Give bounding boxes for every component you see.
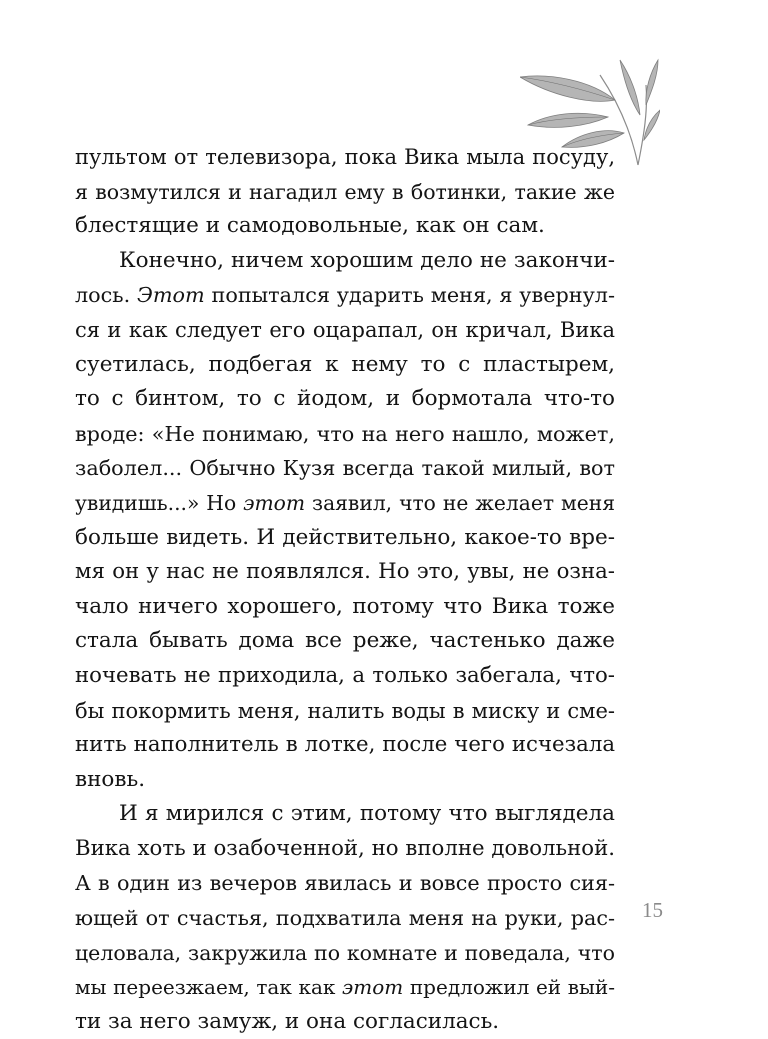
text-segment: чало ничего хорошего, потому что Вика тоже — [75, 593, 615, 619]
text-line — [75, 901, 615, 936]
text-segment: увидишь...» Но — [75, 490, 244, 515]
text-line — [75, 313, 615, 348]
text-segment: блестящие и самодовольные, как он сам. — [75, 213, 545, 239]
text-segment: ся и как следует его оцарапал, он кричал, Вика — [75, 317, 615, 342]
text-line — [75, 140, 615, 175]
text-line — [75, 348, 615, 383]
text-line — [75, 763, 615, 798]
text-line — [75, 728, 615, 763]
text-segment: заболел... Обычно Кузя всегда такой милый, вот — [75, 456, 615, 481]
text-line — [75, 451, 615, 486]
text-line — [75, 694, 615, 729]
text-segment: больше видеть. И действительно, какое-то вре- — [75, 524, 615, 550]
text-line — [75, 866, 615, 901]
text-segment: ти за него замуж, и она согласилась. — [75, 1008, 500, 1034]
text-segment: А в один из вечеров явилась и вовсе просто сия- — [75, 871, 615, 896]
text-line — [75, 417, 615, 452]
text-segment: лось. — [75, 283, 137, 308]
text-line — [75, 970, 615, 1005]
italic-text-segment: этот — [342, 975, 404, 1000]
text-segment: вроде: «Не понимаю, что на него нашло, может, — [75, 421, 615, 446]
text-segment: суетилась, подбегая к нему то с пластырем, — [75, 351, 615, 377]
text-segment: ночевать не приходила, а только забегала, что- — [75, 662, 615, 688]
page-number: 15 — [642, 898, 663, 922]
text-line — [75, 659, 615, 694]
italic-text-segment: этот — [243, 490, 306, 515]
text-line — [75, 1005, 615, 1039]
text-segment: пультом от телевизора, пока Вика мыла посуду, — [75, 145, 615, 169]
text-segment: предложил ей вый- — [403, 975, 616, 1000]
text-line — [75, 521, 615, 556]
text-segment: мя он у нас не появлялся. Но это, увы, не озна- — [75, 559, 615, 585]
text-segment: Конечно, ничем хорошим дело не закончи- — [119, 247, 615, 273]
text-segment: ющей от счастья, подхватила меня на руки, рас- — [75, 906, 615, 931]
text-segment: заявил, что не желает меня — [305, 490, 615, 515]
text-line — [75, 797, 615, 832]
text-segment: нить наполнитель в лотке, после чего исчезала — [75, 732, 615, 758]
text-segment: то с бинтом, то с йодом, и бормотала что-то — [75, 386, 615, 412]
text-line — [75, 244, 615, 279]
text-segment: бы покормить меня, налить воды в миску и сме- — [75, 698, 615, 723]
text-segment: попытался ударить меня, я увернул- — [204, 283, 615, 308]
body-text — [75, 140, 615, 1039]
text-line — [75, 209, 615, 244]
text-segment: целовала, закружила по комнате и поведала, что — [75, 940, 615, 965]
italic-text-segment: Этот — [136, 283, 205, 308]
text-line — [75, 590, 615, 625]
text-segment: стала бывать дома все реже, частенько даже — [75, 628, 615, 654]
text-line — [75, 486, 615, 521]
text-line — [75, 832, 615, 867]
text-line — [75, 555, 615, 590]
text-segment: я возмутился и нагадил ему в ботинки, такие же — [75, 179, 615, 204]
text-line — [75, 382, 615, 417]
text-line — [75, 175, 615, 210]
text-segment: Вика хоть и озабоченной, но вполне довольной. — [75, 835, 615, 861]
text-line — [75, 936, 615, 971]
text-line — [75, 278, 615, 313]
text-segment: И я мирился с этим, потому что выглядела — [119, 801, 615, 827]
text-segment: мы переезжаем, так как — [75, 975, 343, 1000]
text-segment: вновь. — [75, 766, 146, 792]
text-line — [75, 624, 615, 659]
